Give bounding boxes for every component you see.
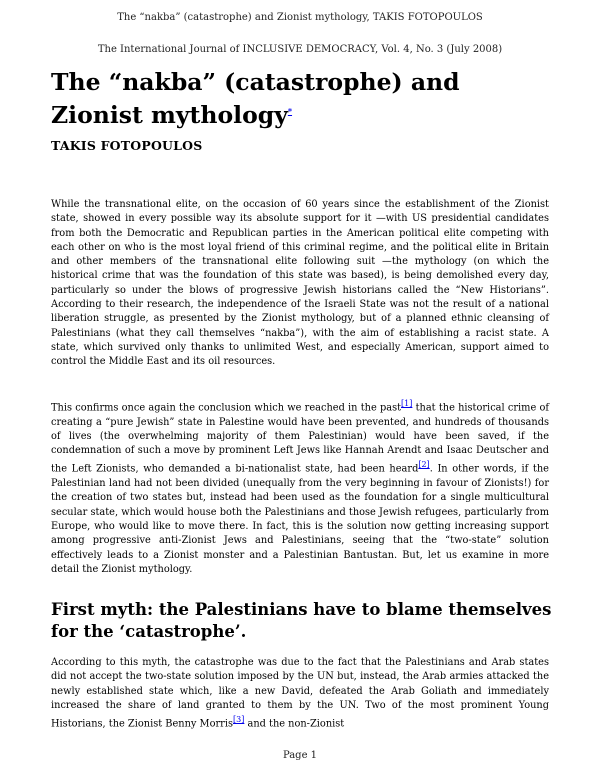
author-name: TAKIS FOTOPOULOS xyxy=(51,138,203,153)
running-header: The “nakba” (catastrophe) and Zionist mythology, TAKIS FOTOPOULOS xyxy=(117,12,483,23)
journal-line: The International Journal of INCLUSIVE DEMOCRACY, Vol. 4, No. 3 (July 2008) xyxy=(97,44,503,55)
paragraph-2 xyxy=(51,397,549,577)
footnote-link-3[interactable]: [3] xyxy=(233,715,245,725)
title-footnote-link[interactable]: * xyxy=(287,106,293,116)
footnote-link-2[interactable]: [2] xyxy=(418,460,430,470)
footnote-link-1[interactable]: [1] xyxy=(401,399,413,408)
article-title xyxy=(51,68,551,130)
paragraph-2-text-b: that the historical crime of creating a “pure Jewish” state in Palestine would have been prevented, and hundreds of thousands of lives (the overwhelming majority of them Palestinian) would have been saved, if the condemnation of such a move by prominent Left Jews like Hannah Arendt and Isaac Deutscher and the Left Zionists, who demanded a bi-nationalist state, had been heard xyxy=(51,402,549,475)
paragraph-2-text-a: This confirms once again the conclusion which we reached in the past xyxy=(51,402,402,414)
paragraph-2-text-c: . In other words, if the Palestinian land had not been divided (unequally from the very beginning in favour of Zionists!) for the creation of two states but, instead had been used as the foundation for a single multicultural secular state, which would house both the Palestinians and those Jewish refugees, particularly from Europe, who would like to move there. In fact, this is the solution now getting increasing support among progressive anti-Zionist Jews and Palestinians, seeing that the “two-state” solution effectively leads to a Zionist monster and a Palestinian Bantustan. But, let us examine in more detail the Zionist mythology. xyxy=(51,463,549,575)
section-heading: First myth: the Palestinians have to blame themselves for the ‘catastrophe’. xyxy=(51,600,552,641)
paragraph-3 xyxy=(51,656,549,732)
paragraph-3-text-a: According to this myth, the catastrophe was due to the fact that the Palestinians and Arab states did not accept the two-state solution imposed by the UN but, instead, the Arab armies attacked the newly established state which, like a new David, defeated the Arab Goliath and immediately increased the share of land granted to them by the UN. Two of the most prominent Young Historians, the Zionist Benny Morris xyxy=(51,657,549,730)
paragraph-1: While the transnational elite, on the occasion of 60 years since the establishment of the Zionist state, showed in every possible way its absolute support for it —with US presidential candidates from both the Democratic and Republican parties in the American political elite competing with each other on who is the most loyal friend of this criminal regime, and the political elite in Britain and other members of the transnational elite following suit —the mythology (on which the historical crime that was the foundation of this state was based), is being demolished every day, particularly so under the blows of progressive Jewish historians called the “New Historians”. According to their research, the independence of the Israeli State was not the result of a national liberation struggle, as presented by the Zionist mythology, but of a planned ethnic cleansing of Palestinians (what they call themselves “nakba”), with the aim of establishing a racist state. A state, which survived only thanks to unlimited West, and especially American, support aimed to control the Middle East and its oil resources. xyxy=(51,199,549,368)
page-number: Page 1 xyxy=(282,750,318,761)
paragraph-3-text-b: and the non-Zionist xyxy=(244,718,345,730)
title-text: The “nakba” (catastrophe) and Zionist mythology xyxy=(51,68,460,129)
